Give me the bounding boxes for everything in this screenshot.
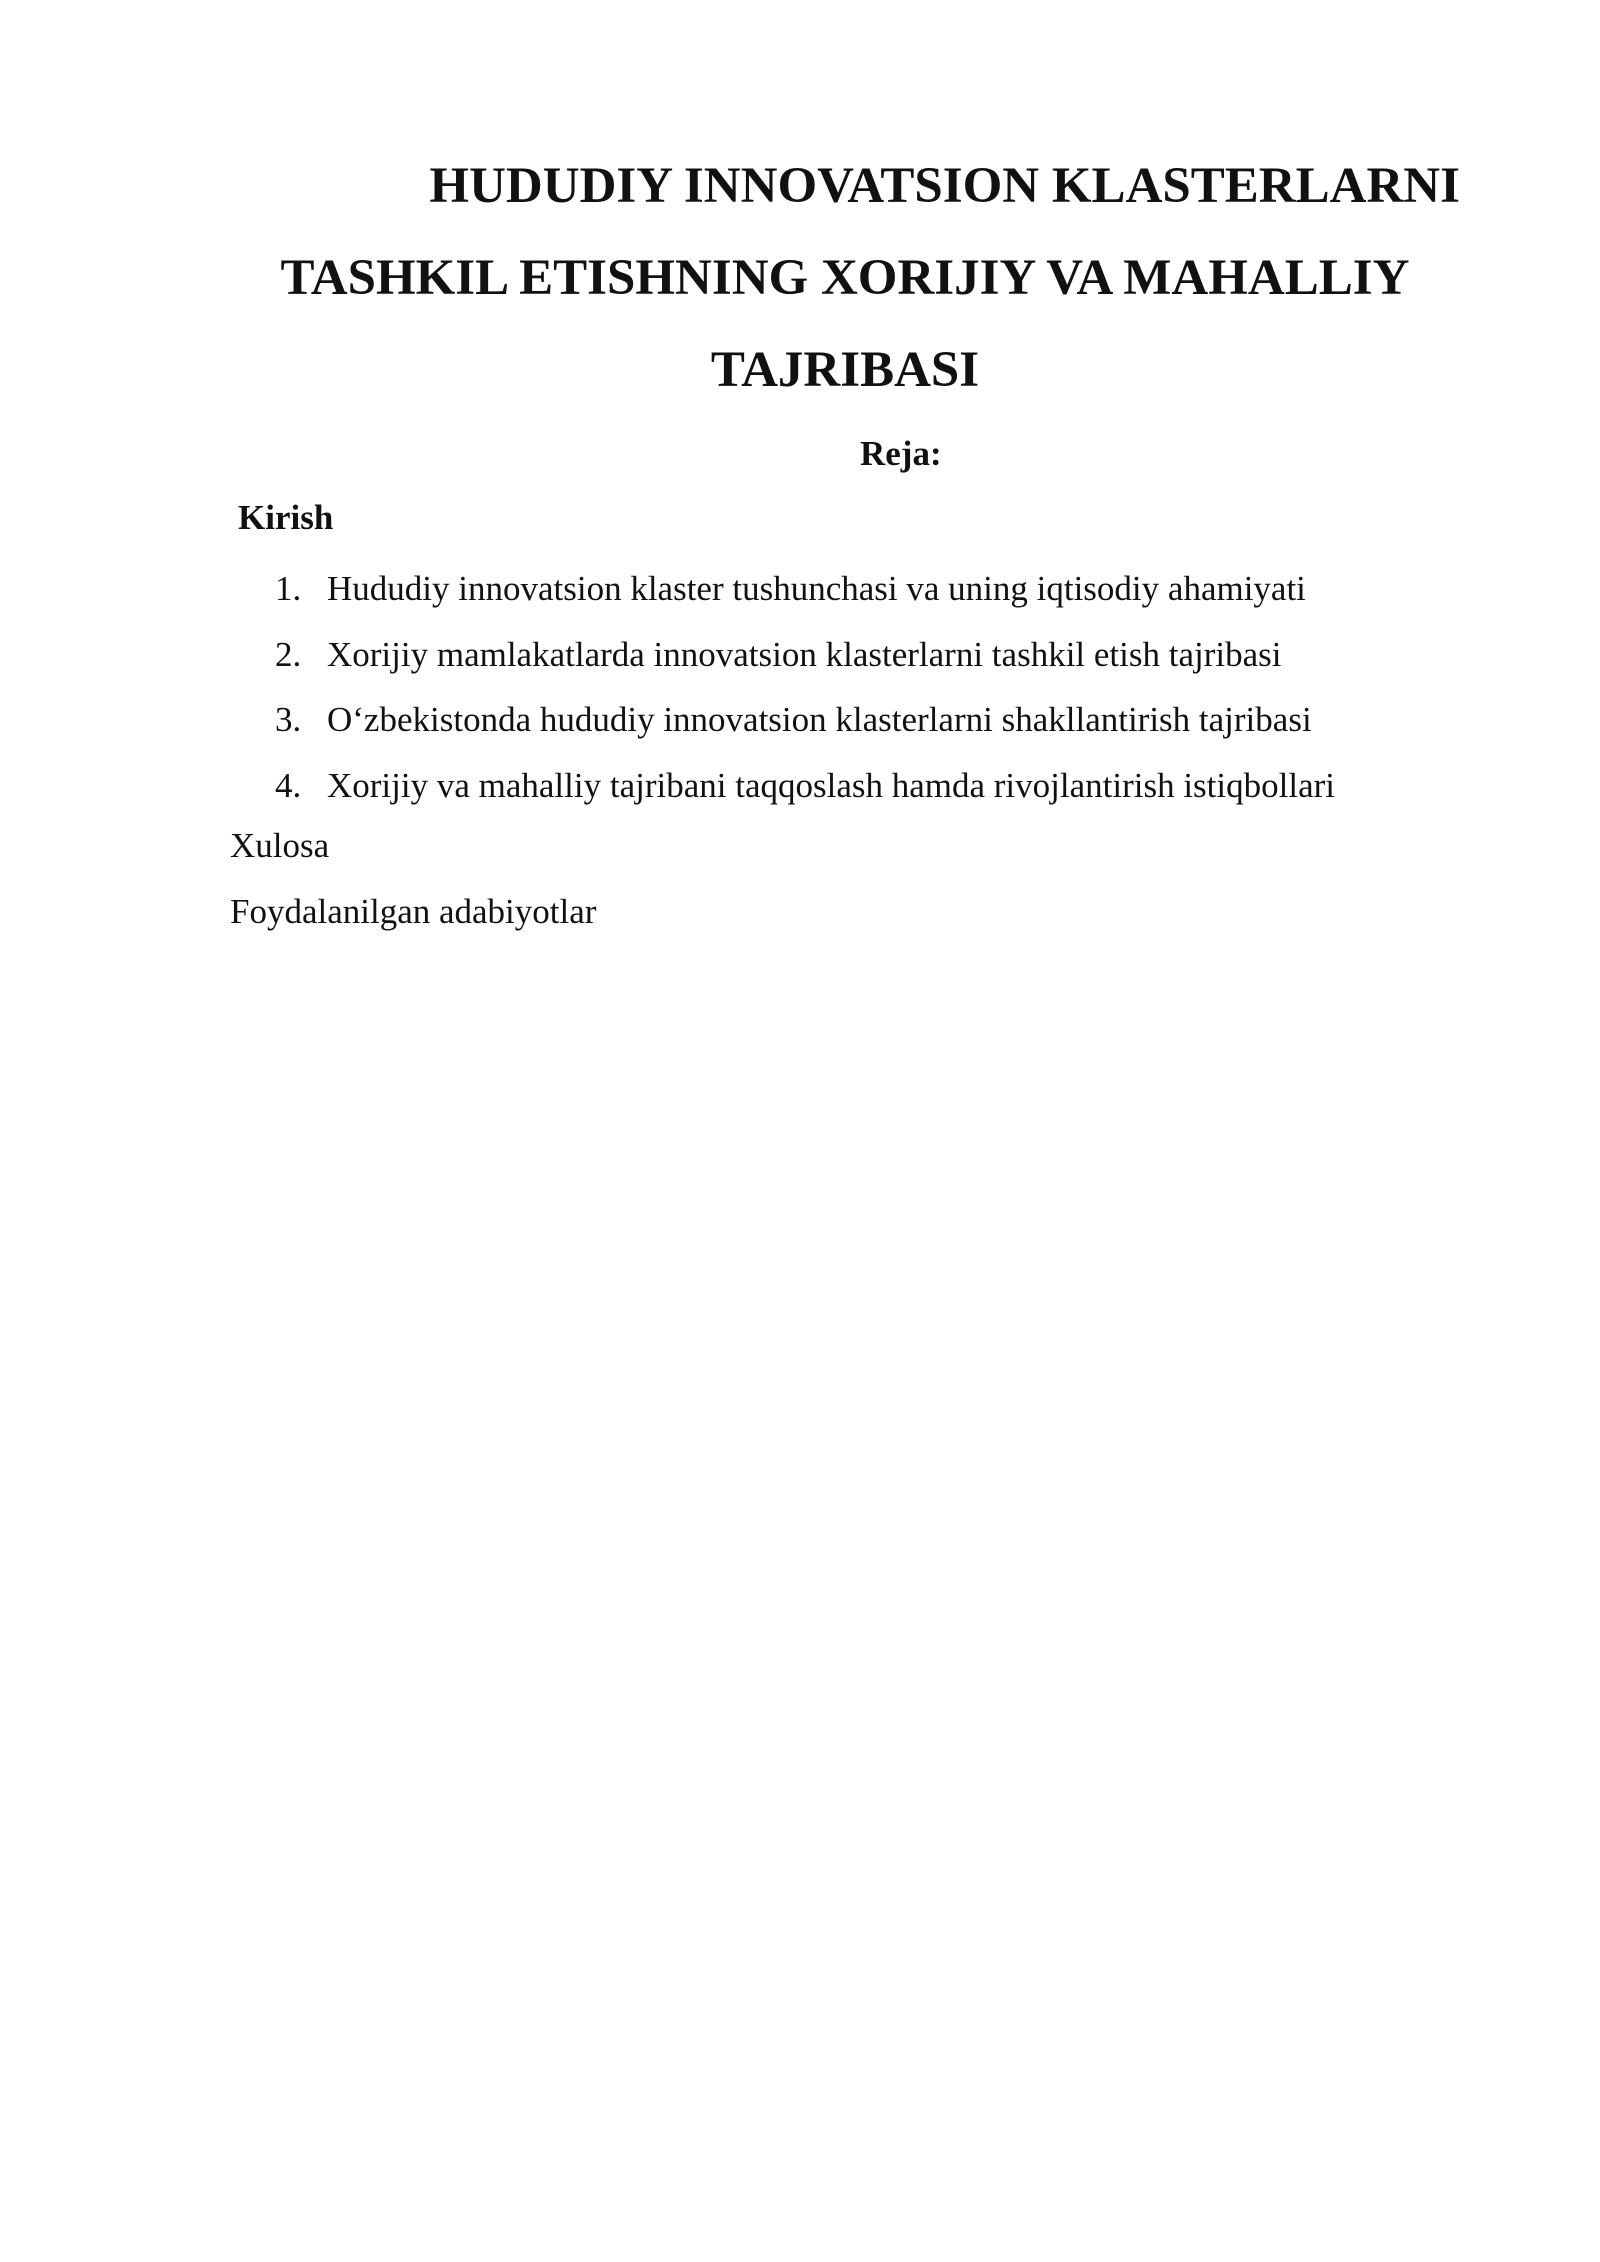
plan-item-number: 3.	[275, 700, 302, 739]
plan-list-item	[275, 622, 1335, 688]
title-line: TASHKIL ETISHNING XORIJIY VA MAHALLIY	[280, 250, 1410, 306]
plan-list-item	[275, 687, 1335, 753]
plan-list	[275, 556, 1335, 818]
plan-item-number: 4.	[275, 765, 302, 805]
plan-item-text: Xorijiy mamlakatlarda innovatsion klasterlarni tashkil etish tajribasi	[327, 634, 1282, 674]
references-section: Foydalanilgan adabiyotlar	[230, 892, 597, 931]
title-line: TAJRIBASI	[710, 342, 980, 398]
plan-item-text: Xorijiy va mahalliy tajribani taqqoslash hamda rivojlantirish istiqbollari	[327, 765, 1335, 805]
plan-item-number: 1.	[275, 569, 302, 608]
plan-item-text: O‘zbekistonda hududiy innovatsion klasterlarni shakllantirish tajribasi	[327, 700, 1312, 739]
plan-heading: Reja:	[860, 434, 942, 473]
plan-item-text: Hududiy innovatsion klaster tushunchasi va uning iqtisodiy ahamiyati	[327, 569, 1306, 608]
document-title	[230, 140, 1460, 416]
plan-list-item	[275, 753, 1335, 819]
introduction-heading: Kirish	[238, 498, 334, 537]
plan-list-item	[275, 556, 1335, 622]
plan-item-number: 2.	[275, 634, 302, 674]
conclusion-section: Xulosa	[230, 826, 330, 865]
title-line: HUDUDIY INNOVATSION KLASTERLARNI	[429, 158, 1460, 214]
